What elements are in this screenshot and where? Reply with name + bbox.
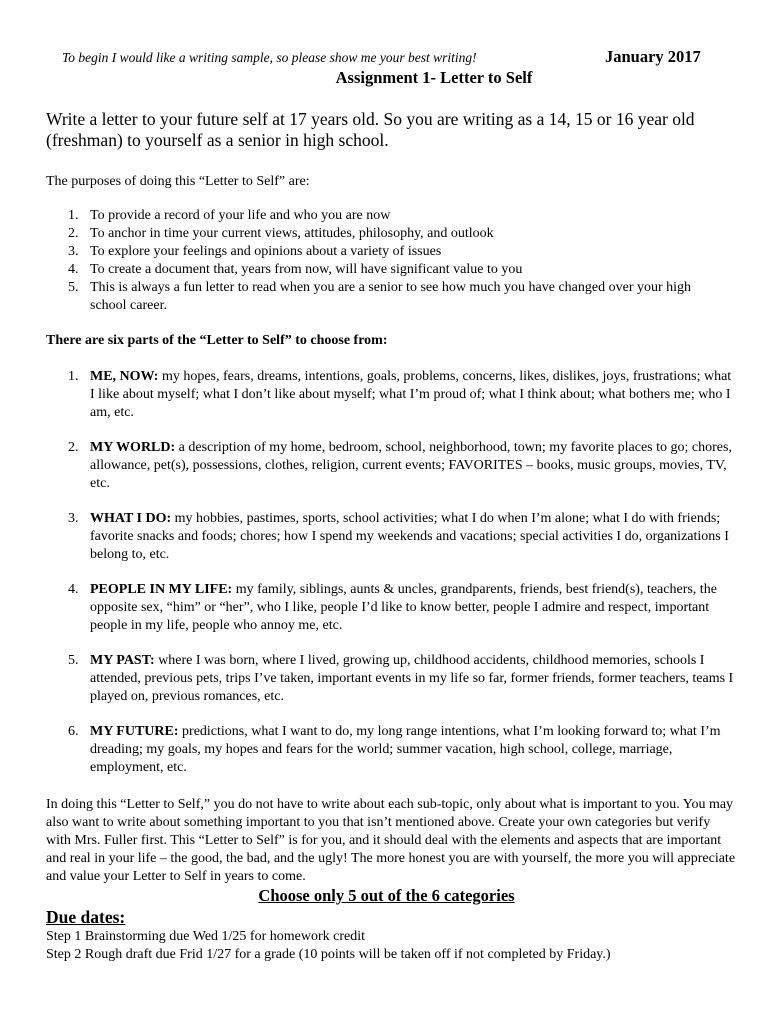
part-number: 4.: [68, 582, 79, 597]
purpose-text: This is always a fun letter to read when you are a senior to see how much you have changed over your high school career.: [90, 280, 692, 313]
part-text: a description of my home, bedroom, school, neighborhood, town; my favorite places to go; chores, allowance, pet(s), possessions, clothes, religion, current events; FAVORITES – books, music groups, movies, TV, etc.: [90, 440, 732, 491]
due-step: Step 2 Rough draft due Frid 1/27 for a grade (10 points will be taken off if not completed by Friday.): [46, 947, 611, 962]
closing-paragraph: In doing this “Letter to Self,” you do not have to write about each sub-topic, only about what is important to you. You may also want to write about something important to you that isn’t mentioned above. Create your own categories but verify with Mrs. Fuller first. This “Letter to Self” is for you, and it should deal with the elements and aspects that are important and real in your life – the good, the bad, and the ugly! The more honest you are with yourself, the more you will appreciate and value your Letter to Self in years to come.: [46, 797, 736, 884]
purposes-list: [46, 207, 726, 315]
purpose-item: [46, 207, 726, 225]
part-title: MY WORLD:: [90, 440, 176, 455]
part-item: [46, 368, 736, 422]
part-number: 2.: [68, 440, 79, 455]
purpose-item: [46, 225, 726, 243]
document-date: January 2017: [605, 47, 701, 66]
part-text: my hobbies, pastimes, sports, school activities; what I do when I’m alone; what I do with friends; favorite snacks and foods; chores; how I spend my weekends and vacations; special activities I do, organizations I belong to, etc.: [90, 511, 729, 562]
part-text: my family, siblings, aunts & uncles, grandparents, friends, best friend(s), teachers, the opposite sex, “him” or “her”, who I like, people I’d like to know better, people I admire and respect, important people in my life, people who annoy me, etc.: [90, 582, 717, 633]
part-number: 3.: [68, 511, 79, 526]
lead-paragraph: Write a letter to your future self at 17 years old. So you are writing as a 14, 15 or 16 year old (freshman) to yourself as a senior in high school.: [46, 109, 695, 150]
part-item: [46, 581, 736, 635]
purposes-intro: The purposes of doing this “Letter to Self” are:: [46, 174, 310, 189]
due-step: Step 1 Brainstorming due Wed 1/25 for homework credit: [46, 929, 365, 944]
purpose-number: 3.: [68, 244, 79, 259]
part-text: where I was born, where I lived, growing up, childhood accidents, childhood memories, schools I attended, previous pets, trips I’ve taken, important events in my life so far, former friends, former teachers, teams I played on, previous romances, etc.: [90, 653, 734, 704]
part-number: 1.: [68, 369, 79, 384]
parts-list: [46, 368, 736, 794]
part-title: MY FUTURE:: [90, 724, 179, 739]
due-dates-heading: Due dates:: [46, 907, 126, 927]
assignment-title: Assignment 1- Letter to Self: [335, 68, 533, 87]
part-number: 5.: [68, 653, 79, 668]
purpose-number: 2.: [68, 226, 79, 241]
part-title: MY PAST:: [90, 653, 155, 668]
purpose-number: 4.: [68, 262, 79, 277]
purpose-item: [46, 261, 726, 279]
purpose-number: 1.: [68, 208, 79, 223]
part-item: [46, 439, 736, 493]
purpose-text: To provide a record of your life and who you are now: [90, 208, 391, 223]
part-item: [46, 723, 736, 777]
part-title: PEOPLE IN MY LIFE:: [90, 582, 233, 597]
purpose-item: [46, 279, 726, 315]
purpose-number: 5.: [68, 280, 79, 295]
part-text: predictions, what I want to do, my long range intentions, what I’m looking forward to; what I’m dreading; my goals, my hopes and fears for the world; summer vacation, high school, college, marriage, employment, etc.: [90, 724, 721, 775]
purpose-text: To create a document that, years from now, will have significant value to you: [90, 262, 523, 277]
choose-instruction: Choose only 5 out of the 6 categories: [258, 886, 515, 905]
part-text: my hopes, fears, dreams, intentions, goals, problems, concerns, likes, dislikes, joys, frustrations; what I like about myself; what I don’t like about myself; what I’m proud of; what I think about; what bothers me; who I am, etc.: [90, 369, 732, 420]
parts-heading: There are six parts of the “Letter to Self” to choose from:: [46, 333, 388, 348]
purpose-item: [46, 243, 726, 261]
part-item: [46, 510, 736, 564]
part-number: 6.: [68, 724, 79, 739]
intro-line: To begin I would like a writing sample, so please show me your best writing!: [62, 50, 477, 65]
purpose-text: To explore your feelings and opinions about a variety of issues: [90, 244, 442, 259]
part-item: [46, 652, 736, 706]
purpose-text: To anchor in time your current views, attitudes, philosophy, and outlook: [90, 226, 494, 241]
due-steps: [46, 928, 736, 964]
part-title: ME, NOW:: [90, 369, 159, 384]
part-title: WHAT I DO:: [90, 511, 172, 526]
